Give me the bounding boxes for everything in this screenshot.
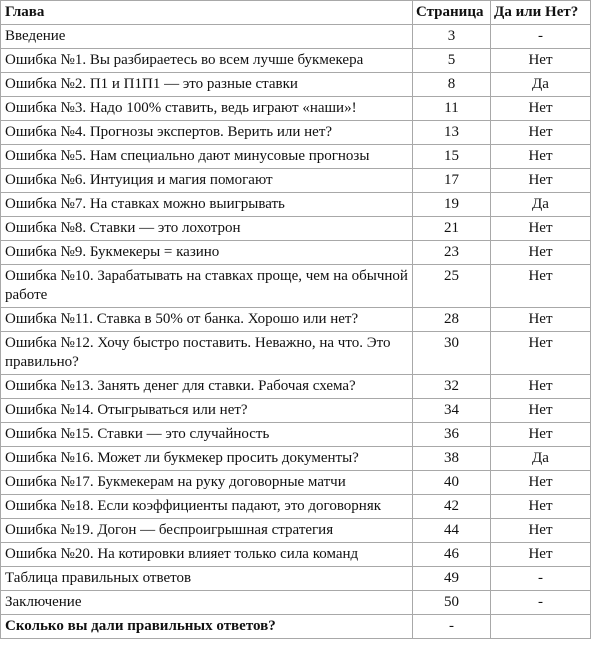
chapter-cell: Ошибка №11. Ставка в 50% от банка. Хорошо или нет?	[1, 308, 413, 332]
chapter-cell: Ошибка №9. Букмекеры = казино	[1, 241, 413, 265]
answer-cell: Нет	[491, 49, 591, 73]
chapter-cell: Введение	[1, 25, 413, 49]
chapter-cell: Ошибка №2. П1 и П1П1 — это разные ставки	[1, 73, 413, 97]
chapter-cell: Ошибка №1. Вы разбираетесь во всем лучше букмекера	[1, 49, 413, 73]
table-row	[1, 447, 591, 471]
answer-cell: Нет	[491, 308, 591, 332]
header-row	[1, 1, 591, 25]
chapter-cell: Ошибка №4. Прогнозы экспертов. Верить или нет?	[1, 121, 413, 145]
chapter-cell: Ошибка №5. Нам специально дают минусовые прогнозы	[1, 145, 413, 169]
table-row	[1, 519, 591, 543]
answer-cell: Нет	[491, 471, 591, 495]
answer-cell: Нет	[491, 241, 591, 265]
chapter-cell: Ошибка №3. Надо 100% ставить, ведь играют «наши»!	[1, 97, 413, 121]
answer-cell: Нет	[491, 121, 591, 145]
page-cell: 42	[413, 495, 491, 519]
answer-cell: Нет	[491, 97, 591, 121]
answer-cell: -	[491, 25, 591, 49]
footer-question: Сколько вы дали правильных ответов?	[1, 615, 413, 639]
chapter-cell: Ошибка №10. Зарабатывать на ставках проще, чем на обычной работе	[1, 265, 413, 308]
table-row	[1, 543, 591, 567]
table-row	[1, 471, 591, 495]
answer-cell: Нет	[491, 423, 591, 447]
page-cell: 23	[413, 241, 491, 265]
chapter-cell: Заключение	[1, 591, 413, 615]
answer-cell: Нет	[491, 519, 591, 543]
table-row	[1, 193, 591, 217]
table-row	[1, 308, 591, 332]
page-cell: 21	[413, 217, 491, 241]
page-cell: 32	[413, 375, 491, 399]
answer-cell: Нет	[491, 169, 591, 193]
answer-cell: Да	[491, 193, 591, 217]
answer-cell: Нет	[491, 265, 591, 308]
answer-cell: -	[491, 591, 591, 615]
page-cell: 46	[413, 543, 491, 567]
table-row	[1, 591, 591, 615]
table-row	[1, 217, 591, 241]
header-chapter: Глава	[1, 1, 413, 25]
table-row	[1, 121, 591, 145]
chapter-cell: Ошибка №13. Занять денег для ставки. Рабочая схема?	[1, 375, 413, 399]
table-row	[1, 423, 591, 447]
page-cell: 8	[413, 73, 491, 97]
table-row	[1, 169, 591, 193]
answer-cell: Да	[491, 447, 591, 471]
chapter-cell: Ошибка №6. Интуиция и магия помогают	[1, 169, 413, 193]
answer-cell: Нет	[491, 332, 591, 375]
header-page: Страница	[413, 1, 491, 25]
page-cell: 38	[413, 447, 491, 471]
chapter-cell: Ошибка №8. Ставки — это лохотрон	[1, 217, 413, 241]
page-cell: 13	[413, 121, 491, 145]
header-answer: Да или Нет?	[491, 1, 591, 25]
page-cell: 17	[413, 169, 491, 193]
chapter-cell: Ошибка №18. Если коэффициенты падают, это договорняк	[1, 495, 413, 519]
chapter-cell: Ошибка №14. Отыгрываться или нет?	[1, 399, 413, 423]
page-cell: 44	[413, 519, 491, 543]
page-cell: 15	[413, 145, 491, 169]
chapter-cell: Ошибка №17. Букмекерам на руку договорные матчи	[1, 471, 413, 495]
table-row	[1, 375, 591, 399]
table-row	[1, 399, 591, 423]
page-cell: 11	[413, 97, 491, 121]
page-cell: 30	[413, 332, 491, 375]
page-cell: 49	[413, 567, 491, 591]
page-cell: 50	[413, 591, 491, 615]
table-row	[1, 332, 591, 375]
table-row	[1, 241, 591, 265]
table-row	[1, 49, 591, 73]
answer-cell: Нет	[491, 145, 591, 169]
page-cell: 25	[413, 265, 491, 308]
table-row	[1, 25, 591, 49]
table-row	[1, 567, 591, 591]
table-row	[1, 265, 591, 308]
answer-cell: Да	[491, 73, 591, 97]
page-cell: 28	[413, 308, 491, 332]
footer-answer	[491, 615, 591, 639]
table-row	[1, 145, 591, 169]
chapter-cell: Ошибка №16. Может ли букмекер просить документы?	[1, 447, 413, 471]
footer-page: -	[413, 615, 491, 639]
chapter-cell: Ошибка №7. На ставках можно выигрывать	[1, 193, 413, 217]
chapter-cell: Ошибка №19. Догон — беспроигрышная стратегия	[1, 519, 413, 543]
table-row	[1, 73, 591, 97]
answer-cell: Нет	[491, 217, 591, 241]
answer-cell: Нет	[491, 495, 591, 519]
page-cell: 34	[413, 399, 491, 423]
chapter-cell: Ошибка №15. Ставки — это случайность	[1, 423, 413, 447]
page-cell: 36	[413, 423, 491, 447]
answer-cell: Нет	[491, 399, 591, 423]
answer-cell: Нет	[491, 375, 591, 399]
page-cell: 3	[413, 25, 491, 49]
chapter-cell: Таблица правильных ответов	[1, 567, 413, 591]
answer-cell: Нет	[491, 543, 591, 567]
page-cell: 5	[413, 49, 491, 73]
page-cell: 40	[413, 471, 491, 495]
answer-cell: -	[491, 567, 591, 591]
footer-row	[1, 615, 591, 639]
table-row	[1, 97, 591, 121]
table-body	[1, 25, 591, 639]
chapter-cell: Ошибка №12. Хочу быстро поставить. Неважно, на что. Это правильно?	[1, 332, 413, 375]
chapter-cell: Ошибка №20. На котировки влияет только сила команд	[1, 543, 413, 567]
page-cell: 19	[413, 193, 491, 217]
table-row	[1, 495, 591, 519]
